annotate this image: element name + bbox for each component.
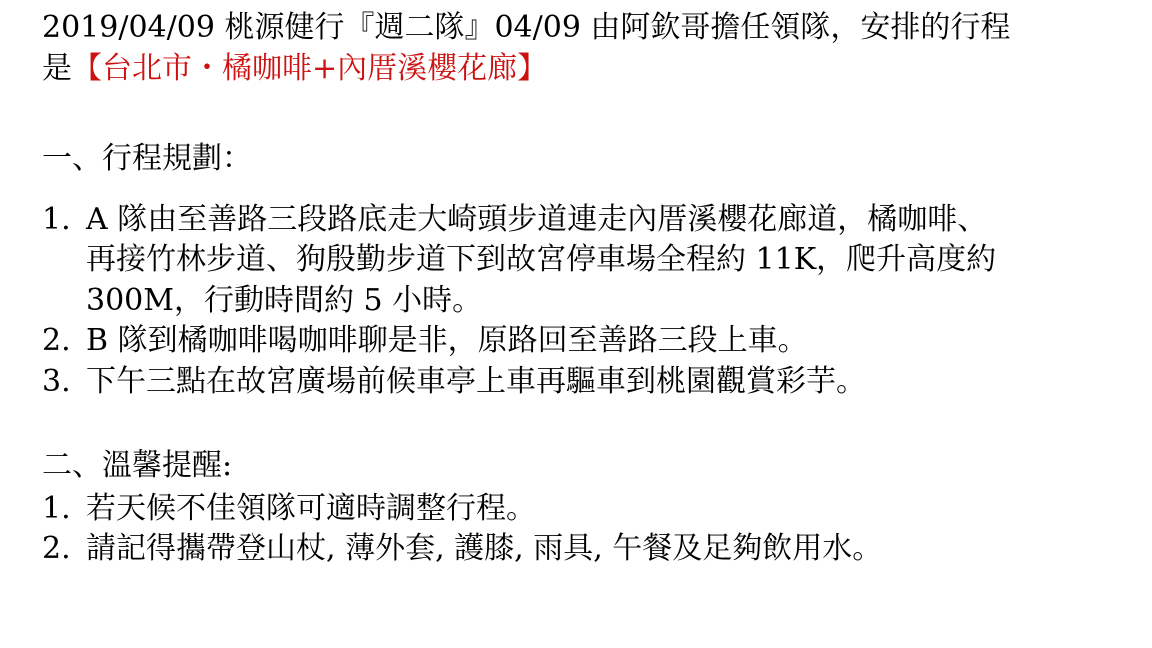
intro-text: 2019/04/09 桃源健行『週二隊』04/09 由阿欽哥擔任領隊，安排的行程是 xyxy=(42,10,1011,86)
section-reminder-heading: 二、溫馨提醒: xyxy=(42,448,233,483)
plan-item-2-text: B 隊到橘咖啡喝咖啡聊是非，原路回至善路三段上車。 xyxy=(86,323,808,358)
plan-list xyxy=(42,200,1012,403)
intro-paragraph xyxy=(42,8,1012,89)
plan-item-2-number: 2. xyxy=(42,323,71,358)
plan-item-1-text: A 隊由至善路三段路底走大崎頭步道連走內厝溪櫻花廊道，橘咖啡、再接竹林步道、狗殷勤步道下到故宮停車場全程約 11K，爬升高度約 300M，行動時間約 5 小時。 xyxy=(86,201,997,318)
reminder-item-1-text: 若天候不佳領隊可適時調整行程。 xyxy=(86,490,536,526)
reminder-item-2-text: 請記得攜帶登山杖, 薄外套, 護膝, 雨具, 午餐及足夠飲用水。 xyxy=(86,531,883,566)
reminder-list xyxy=(42,489,1012,570)
reminder-item-1 xyxy=(42,489,1012,530)
reminder-item-2-number: 2. xyxy=(42,531,71,566)
plan-item-1 xyxy=(42,200,1012,322)
plan-item-3 xyxy=(42,362,1012,403)
reminder-item-2 xyxy=(42,529,1012,570)
plan-item-3-number: 3. xyxy=(42,363,71,399)
plan-item-3-text: 下午三點在故宮廣場前候車亭上車再驅車到桃園觀賞彩芋。 xyxy=(86,363,866,399)
intro-highlight-red: 【台北市・橘咖啡+內厝溪櫻花廊】 xyxy=(72,50,548,86)
plan-item-2 xyxy=(42,321,1012,362)
plan-item-1-number: 1. xyxy=(42,201,71,237)
reminder-item-1-number: 1. xyxy=(42,490,71,526)
section-plan-heading: 一、行程規劃： xyxy=(42,141,252,176)
